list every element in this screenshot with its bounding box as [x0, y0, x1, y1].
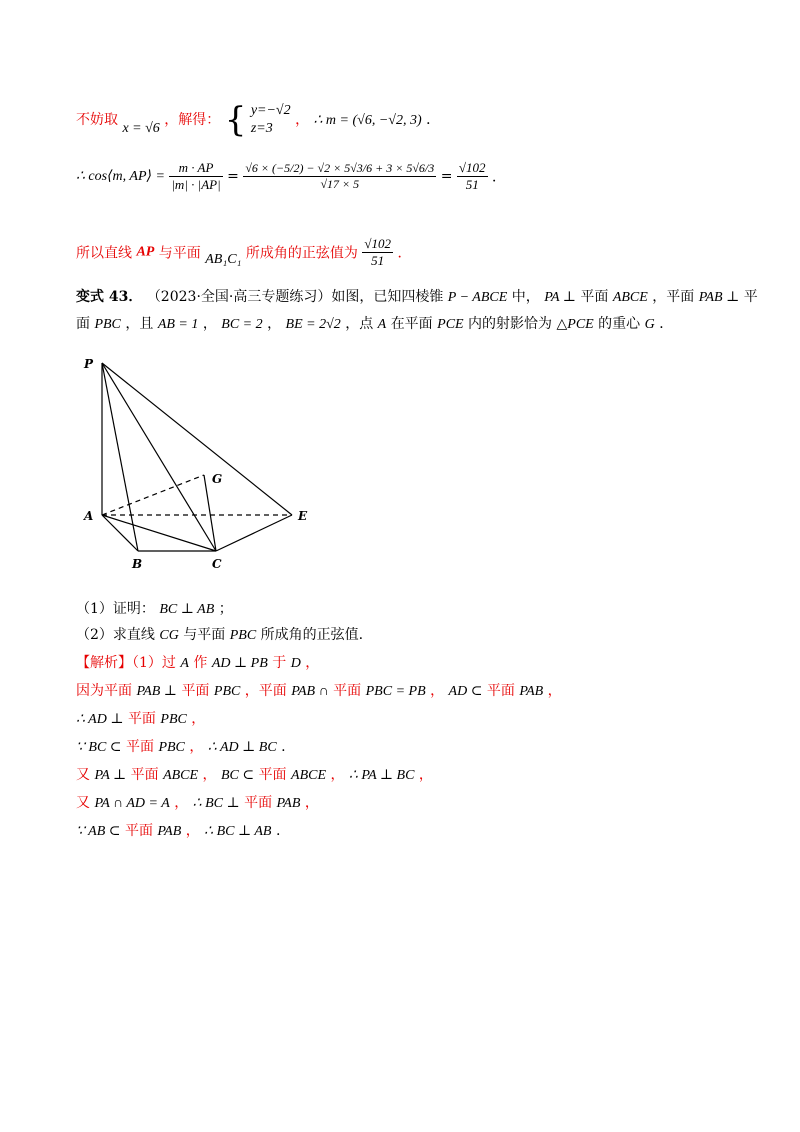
fraction-result	[457, 160, 488, 193]
analysis-tag: 【解析】	[76, 655, 132, 671]
problem-line-1	[76, 286, 758, 306]
question-2	[76, 624, 363, 644]
label-g: G	[212, 472, 223, 486]
label-a: A	[84, 509, 94, 523]
fraction-numerator: √102	[458, 160, 486, 175]
math-bc: BC = 2	[221, 317, 263, 332]
math-g: G	[644, 317, 655, 332]
text: ，	[305, 655, 320, 671]
math: PBC	[213, 684, 241, 699]
problem-source: （2023·全国·高三专题练习）如图，已知四棱锥	[146, 289, 444, 305]
math-pa-perp: PA ⊥	[544, 290, 576, 305]
math: ∴ AD ⊥ BC	[207, 740, 277, 755]
math-a: A	[180, 656, 189, 671]
text: ，	[174, 795, 189, 811]
math-pyramid: P − ABCE	[447, 290, 508, 305]
text: ，	[430, 683, 445, 699]
text: 又	[76, 767, 90, 783]
text: ，平面	[652, 289, 695, 305]
fraction-denominator: 51	[371, 253, 385, 268]
fraction-denominator: |m| · |AP|	[171, 177, 221, 192]
math: ABCE	[291, 768, 327, 783]
text: （2）求直线	[76, 627, 155, 643]
math: ∵ BC ⊂	[76, 740, 122, 755]
math: PBC	[158, 740, 185, 755]
math: PAB ⊥	[136, 684, 177, 699]
problem-label: 变式 43．	[76, 289, 143, 305]
text-period: ．	[397, 245, 412, 262]
math-cg: CG	[159, 628, 179, 643]
math: PA ⊥	[94, 768, 127, 783]
text: 平面	[130, 767, 159, 783]
math-vector-m: ∴ m = (√6, −√2, 3)	[313, 113, 422, 128]
text: 平面	[258, 767, 287, 783]
text: 平面	[125, 739, 154, 755]
fraction-denominator: 51	[465, 177, 479, 192]
system-eq-z: z=3	[250, 121, 273, 136]
text: 中，	[511, 289, 540, 305]
text: ，平面	[244, 683, 287, 699]
math: PAB	[157, 824, 182, 839]
math-x-value: x = √6	[122, 121, 160, 136]
text: ，	[189, 739, 204, 755]
text: 内的射影恰为	[468, 316, 553, 332]
edge-pb	[102, 363, 138, 551]
math-cos-lhs: ∴ cos⟨m, AP⟩ =	[76, 169, 165, 184]
text: ，点	[345, 316, 374, 332]
text: 平面	[124, 823, 153, 839]
edge-pc	[102, 363, 216, 551]
text-comma: ，	[295, 112, 310, 128]
label-e: E	[298, 509, 308, 523]
fraction-numerator: √102	[364, 236, 391, 251]
fraction-numerator: √6 × (−5/2) − √2 × 5√3/6 + 3 × 5√6/3	[245, 161, 435, 175]
text: ，	[202, 316, 217, 332]
text-solve: ，解得：	[164, 112, 221, 128]
math: ∴ PA ⊥ BC	[348, 768, 415, 783]
analysis-line-7	[76, 820, 280, 840]
text: 在平面	[390, 316, 433, 332]
text: 平面	[181, 683, 210, 699]
figure-edges	[102, 363, 292, 551]
text: 平面	[486, 683, 515, 699]
edge-gc	[204, 475, 216, 551]
label-c: C	[212, 557, 222, 571]
edge-ag-hidden	[102, 475, 204, 515]
fraction-computation	[243, 161, 436, 192]
question-1	[76, 598, 233, 618]
math: PBC	[160, 712, 187, 727]
text-period: ．	[426, 112, 441, 128]
text: ，	[304, 795, 319, 811]
math-pbc: PBC	[94, 317, 121, 332]
math: ∴ BC ⊥	[192, 796, 240, 811]
math-abce: ABCE	[612, 290, 648, 305]
text: ．	[659, 316, 674, 332]
text: ；	[218, 601, 233, 617]
system-eq-y: y=−√2	[250, 103, 291, 118]
math-point-a: A	[377, 317, 387, 332]
text-assume: 不妨取	[76, 112, 118, 128]
pyramid-figure	[76, 350, 336, 580]
analysis-line-2	[76, 680, 562, 700]
analysis-line-1	[76, 652, 319, 672]
text: 的重心	[598, 316, 641, 332]
text-line-ap: 所以直线	[76, 245, 132, 262]
problem-line-2	[76, 313, 673, 333]
text: 平	[743, 289, 758, 305]
math-be: BE = 2√2	[285, 317, 341, 332]
text-with-plane: 与平面	[158, 245, 201, 262]
text: ，	[418, 767, 433, 783]
text: .	[281, 739, 286, 755]
text: ，且	[125, 316, 154, 332]
math: PBC = PB	[365, 684, 426, 699]
label-p: P	[84, 357, 94, 371]
math-bc-perp-ab: BC ⊥ AB	[159, 602, 215, 617]
math-pab-perp: PAB ⊥	[698, 290, 740, 305]
math: ∴ BC ⊥ AB	[204, 824, 272, 839]
math: ∴ AD ⊥	[76, 712, 124, 727]
math-ad-perp-pb: AD ⊥ PB	[211, 656, 268, 671]
math-pbc: PBC	[229, 628, 257, 643]
math: PAB	[276, 796, 301, 811]
solution-line-3	[76, 236, 411, 269]
text: （1）证明：	[76, 601, 155, 617]
fraction-numerator: m · AP	[169, 160, 222, 177]
text: .	[275, 823, 281, 839]
text: 所成角的正弦值.	[260, 627, 364, 643]
math: ∵ AB ⊂	[76, 824, 121, 839]
text: 作	[193, 655, 208, 671]
text: 平面	[244, 795, 273, 811]
analysis-line-5	[76, 764, 433, 784]
system-brace: {	[224, 100, 247, 140]
solution-line-1	[76, 100, 440, 140]
text: ，	[547, 683, 562, 699]
analysis-line-3	[76, 708, 205, 728]
text: ，	[330, 767, 345, 783]
math: PA ∩ AD = A	[94, 796, 170, 811]
text-sine-value: 所成角的正弦值为	[245, 245, 358, 262]
math: AD ⊂	[448, 684, 483, 699]
text: （1）过	[132, 655, 176, 671]
analysis-line-4	[76, 736, 286, 756]
text: ，	[202, 767, 217, 783]
text: ，	[185, 823, 200, 839]
solution-line-2	[76, 160, 506, 193]
math: PAB	[519, 684, 544, 699]
text: ，	[267, 316, 282, 332]
math-d: D	[290, 656, 301, 671]
text: ，	[191, 711, 206, 727]
text: 因为平面	[76, 683, 132, 699]
math-plane-ab1c1: AB₁C₁	[205, 251, 242, 267]
math-triangle-pce: △PCE	[556, 317, 594, 332]
text: 面	[76, 316, 90, 332]
text: 平面	[127, 711, 156, 727]
math-ab: AB = 1	[157, 317, 199, 332]
edge-pe	[102, 363, 292, 515]
math: BC ⊂	[220, 768, 255, 783]
math-pce: PCE	[437, 317, 464, 332]
fraction-denominator: √17 × 5	[320, 177, 360, 191]
equals-sign: =	[440, 168, 453, 185]
fraction-dot-over-norm	[169, 160, 222, 193]
edge-ce	[216, 515, 292, 551]
text: 平面	[333, 683, 362, 699]
label-b: B	[132, 557, 143, 571]
text: 与平面	[183, 627, 226, 643]
text: 又	[76, 795, 90, 811]
equation-system	[251, 102, 291, 138]
analysis-line-6	[76, 792, 319, 812]
fraction-answer	[362, 236, 393, 269]
text: 平面	[580, 289, 609, 305]
math-ap: AP	[136, 244, 155, 260]
math: PAB ∩	[291, 684, 329, 699]
math: ABCE	[163, 768, 199, 783]
text-period: ．	[492, 169, 506, 186]
text: 于	[272, 655, 287, 671]
equals-sign: =	[227, 168, 239, 185]
edge-ac	[102, 515, 216, 551]
